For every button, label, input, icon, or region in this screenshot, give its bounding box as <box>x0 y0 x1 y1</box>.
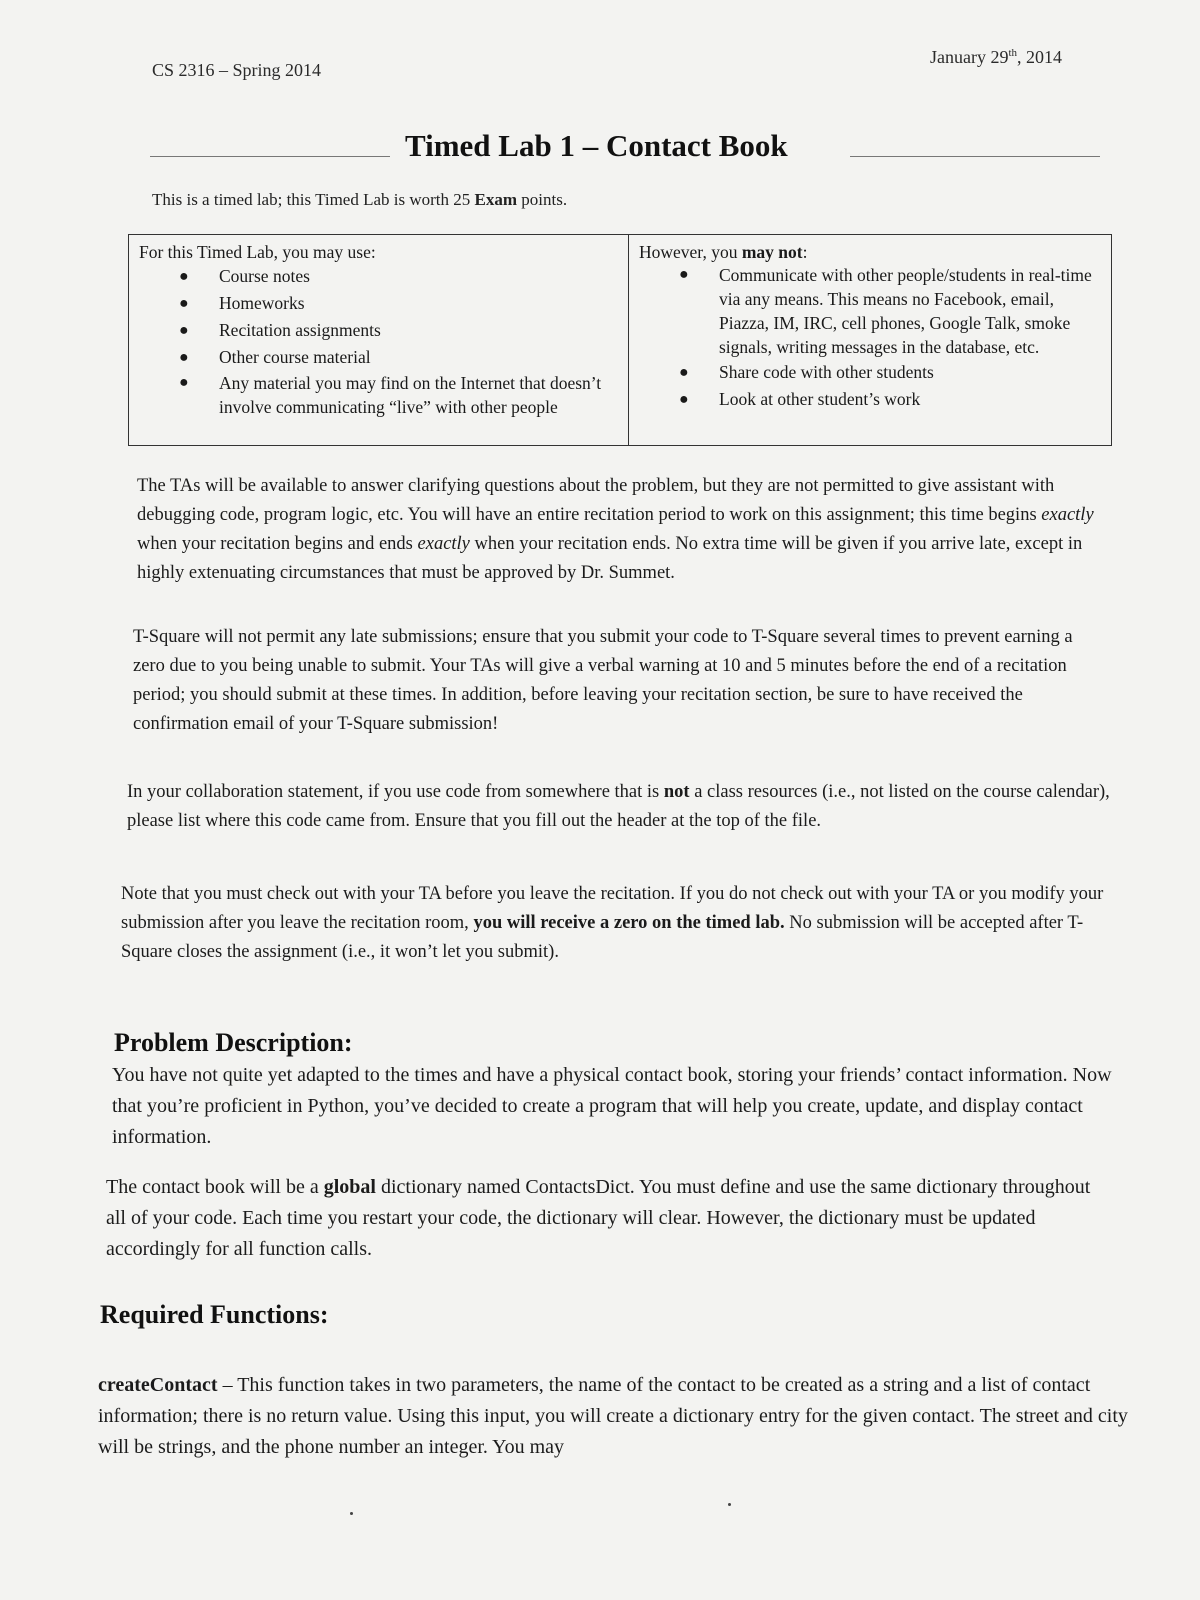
intro-line: This is a timed lab; this Timed Lab is worth 25 Exam points. <box>152 190 568 209</box>
list-item: ● Look at other student’s work <box>639 386 1101 413</box>
bullet-icon: ● <box>679 266 689 283</box>
list-item: ● Recitation assignments <box>139 317 618 344</box>
problem-heading: Problem Description: <box>114 1028 353 1057</box>
page-title: Timed Lab 1 – Contact Book <box>405 128 788 163</box>
allowed-heading: For this Timed Lab, you may use: <box>139 242 376 262</box>
tsquare-paragraph: T-Square will not permit any late submissions; ensure that you submit your code to T-Square several times to prevent earning a zero due to you being unable to submit. Your TAs will give a verbal warning at 10 and 5 minutes before the end of a recitation period; you should submit at these times. In addition, before leaving your recitation section, be sure to have received the confirmation email of your T-Square submission! <box>133 627 1073 734</box>
rules-table <box>128 234 1112 446</box>
collaboration-paragraph: In your collaboration statement, if you use code from somewhere that is not a class resources (i.e., not listed on the course calendar), please list where this code came from. Ensure that you fill out the header at the top of the file. <box>127 782 1110 831</box>
create-contact-paragraph: createContact – This function takes in two parameters, the name of the contact to be created as a string and a list of contact information; there is no return value. Using this input, you will create a dictionary entry for the given contact. The street and city will be strings, and the phone number an integer. You may <box>98 1374 1128 1458</box>
date-header: January 29th, 2014 <box>930 47 1063 67</box>
course-header: CS 2316 – Spring 2014 <box>152 60 322 80</box>
problem-paragraph: You have not quite yet adapted to the times and have a physical contact book, storing your friends’ contact information. Now that you’re proficient in Python, you’ve decided to create a program that will help you create, update, and display contact information. <box>112 1064 1112 1148</box>
bullet-icon: ● <box>179 295 189 312</box>
required-heading: Required Functions: <box>100 1300 329 1329</box>
list-item: ● Any material you may find on the Internet that doesn’t involve communicating “live” with other people <box>179 373 602 417</box>
list-item: ● Communicate with other people/students in real-time via any means. This means no Facebook, email, Piazza, IM, IRC, cell phones, Google Talk, smoke signals, writing messages in the database, etc. <box>679 265 1092 357</box>
forbidden-list <box>639 263 1101 413</box>
allowed-list <box>139 263 618 419</box>
checkout-paragraph: Note that you must check out with your TA before you leave the recitation. If you do not check out with your TA or you modify your submission after you leave the recitation room, you will receive a zero on the timed lab. No submission will be accepted after T-Square closes the assignment (i.e., it won’t let you submit). <box>121 884 1104 962</box>
forbidden-column <box>629 235 1111 445</box>
list-item: ● Other course material <box>139 344 618 371</box>
speck <box>728 1503 731 1506</box>
title-row <box>150 128 1100 168</box>
bullet-icon: ● <box>679 364 689 381</box>
dictionary-paragraph: The contact book will be a global dictionary named ContactsDict. You must define and use the same dictionary throughout all of your code. Each time you restart your code, the dictionary will clear. However, the dictionary must be updated accordingly for all function calls. <box>106 1176 1091 1260</box>
bullet-icon: ● <box>179 374 189 391</box>
bullet-icon: ● <box>179 322 189 339</box>
bullet-icon: ● <box>179 349 189 366</box>
title-rule-right <box>850 156 1100 157</box>
ta-policy-paragraph: The TAs will be available to answer clarifying questions about the problem, but they are not permitted to give assistant with debugging code, program logic, etc. You will have an entire recitation period to work on this assignment; this time begins exactly when your recitation begins and ends exactly when your recitation ends. No extra time will be given if you arrive late, except in highly extenuating circumstances that must be approved by Dr. Summet. <box>137 476 1094 583</box>
speck <box>350 1512 353 1515</box>
allowed-column <box>129 235 629 445</box>
bullet-icon: ● <box>179 268 189 285</box>
forbidden-heading: However, you may not: <box>639 242 808 262</box>
title-rule-left <box>150 156 390 157</box>
bullet-icon: ● <box>679 391 689 408</box>
list-item: ● Share code with other students <box>639 359 1101 386</box>
list-item: ● Course notes <box>139 263 618 290</box>
list-item: ● Homeworks <box>139 290 618 317</box>
